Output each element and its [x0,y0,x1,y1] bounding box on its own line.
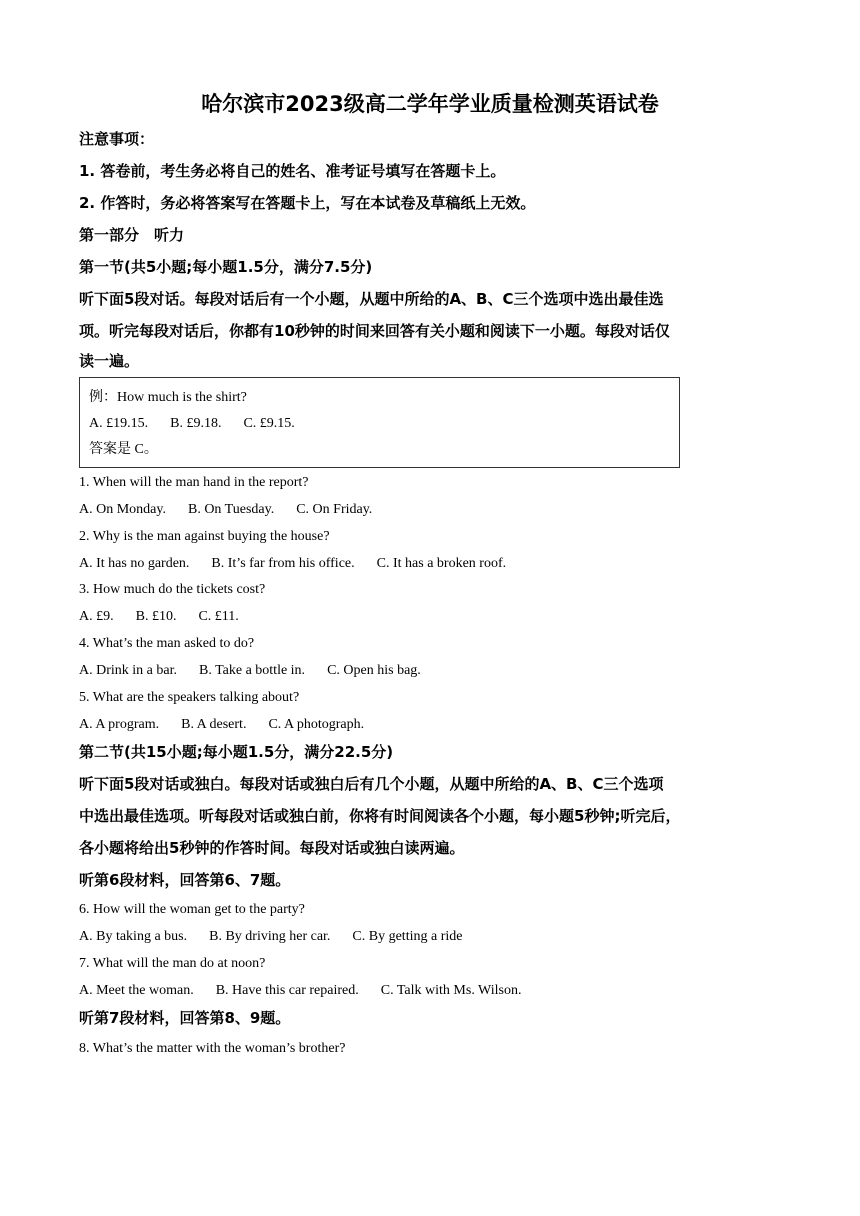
question-1-options [79,500,372,520]
question-1: 1. When will the man hand in the report? [79,475,309,490]
section1-instruction-line: 读一遍。 [79,352,140,370]
option-b: B. On Tuesday. [187,502,275,517]
question-3-options [79,607,239,627]
option-b: B. Have this car repaired. [215,983,359,998]
question-6-options [79,927,462,947]
option-a: A. £9. [79,609,114,624]
option-a: A. Meet the woman. [79,983,194,998]
notice-item-2: 2. 作答时，务必将答案写在答题卡上，写在本试卷及草稿纸上无效。 [79,194,536,212]
option-b: B. A desert. [181,717,247,732]
option-c: C. It has a broken roof. [376,556,507,571]
option-b: B. £10. [135,609,177,624]
question-7: 7. What will the man do at noon? [79,956,266,971]
question-2-options [79,554,506,574]
option-c: C. £11. [198,609,239,624]
section2-heading: 第二节(共15小题;每小题1.5分，满分22.5分) [79,743,394,761]
example-option-a: A. £19.15. [89,416,149,431]
section1-instruction-line: 项。听完每段对话后，你都有10秒钟的时间来回答有关小题和阅读下一小题。每段对话仅 [79,322,670,340]
section1-instruction-line: 听下面5段对话。每段对话后有一个小题，从题中所给的A、B、C三个选项中选出最佳选 [79,290,664,308]
notice-item-1: 1. 答卷前，考生务必将自己的姓名、准考证号填写在答题卡上。 [79,162,506,180]
option-a: A. By taking a bus. [79,929,188,944]
option-b: B. Take a bottle in. [198,663,306,678]
question-7-options [79,981,521,1001]
example-option-c: C. £9.15. [243,416,295,431]
option-c: C. By getting a ride [352,929,463,944]
question-4-options [79,661,421,681]
notice-heading: 注意事项： [79,130,155,148]
option-b: B. By driving her car. [209,929,331,944]
question-6: 6. How will the woman get to the party? [79,902,305,917]
option-a: A. A program. [79,717,160,732]
option-a: A. On Monday. [79,502,166,517]
section2-instruction-line: 各小题将给出5秒钟的作答时间。每段对话或独白读两遍。 [79,839,465,857]
option-b: B. It’s far from his office. [211,556,355,571]
question-8: 8. What’s the matter with the woman’s brother? [79,1041,346,1056]
option-c: C. Open his bag. [327,663,421,678]
option-c: C. On Friday. [296,502,373,517]
question-5-options [79,715,364,735]
section2-instruction-line: 听下面5段对话或独白。每段对话或独白后有几个小题，从题中所给的A、B、C三个选项 [79,775,664,793]
part1-heading: 第一部分 听力 [79,226,185,244]
exam-title: 哈尔滨市2023级高二学年学业质量检测英语试卷 [201,92,659,116]
question-3: 3. How much do the tickets cost? [79,582,266,597]
option-c: C. Talk with Ms. Wilson. [380,983,522,998]
example-box [79,377,680,468]
option-a: A. It has no garden. [79,556,190,571]
material-7-heading: 听第7段材料，回答第8、9题。 [79,1009,291,1027]
question-4: 4. What’s the man asked to do? [79,636,255,651]
section1-heading: 第一节(共5小题;每小题1.5分，满分7.5分) [79,258,373,276]
example-option-b: B. £9.18. [170,416,222,431]
option-a: A. Drink in a bar. [79,663,177,678]
section2-instruction-line: 中选出最佳选项。听每段对话或独白前，你将有时间阅读各个小题，每小题5秒钟;听完后， [79,807,681,825]
question-2: 2. Why is the man against buying the house? [79,529,330,544]
example-answer: 答案是 C。 [89,442,158,457]
question-5: 5. What are the speakers talking about? [79,690,300,705]
example-question: 例：How much is the shirt? [89,390,247,405]
option-c: C. A photograph. [268,717,365,732]
example-options [89,414,295,434]
material-6-heading: 听第6段材料，回答第6、7题。 [79,871,291,889]
